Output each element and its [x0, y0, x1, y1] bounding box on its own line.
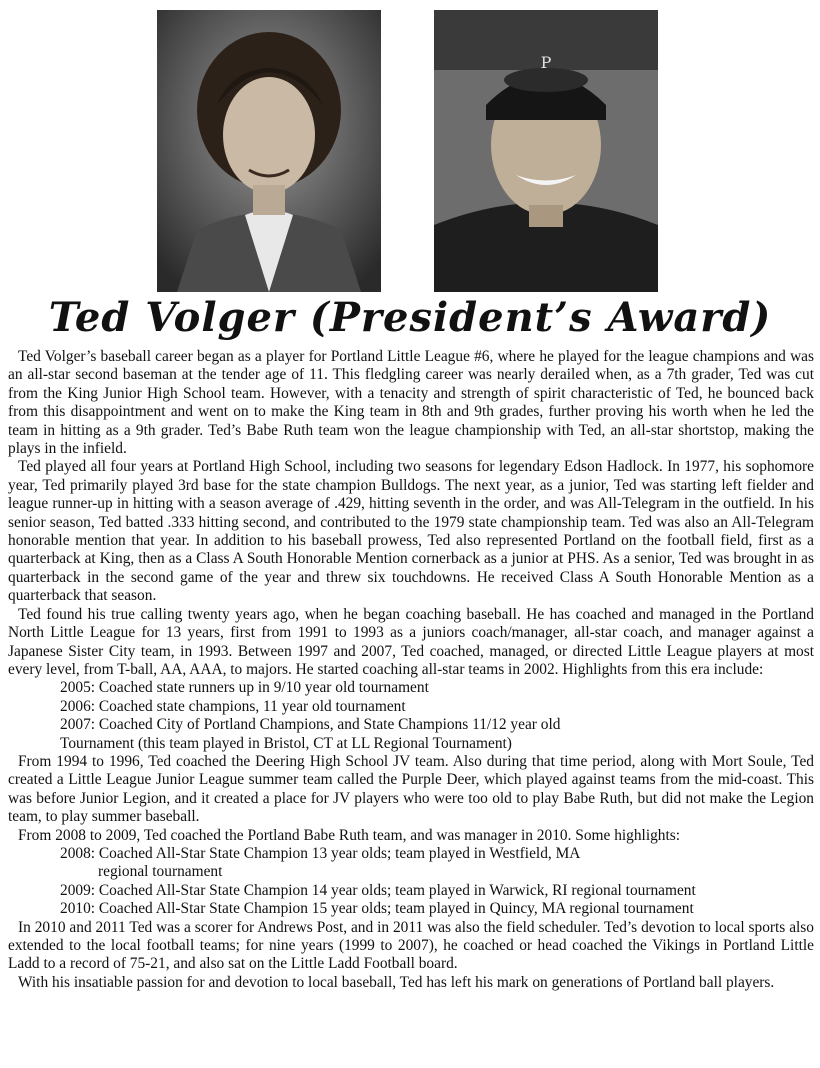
highlights-list-babe-ruth: [8, 845, 814, 919]
list-item-continuation: regional tournament: [98, 863, 223, 881]
list-item-continuation: Tournament (this team played in Bristol, CT at LL Regional Tournament): [60, 734, 512, 752]
paragraph-2: Ted played all four years at Portland High School, including two seasons for legendary Edson Hadlock. In 1977, his sophomore year, Ted primarily played 3rd base for the state champion Bulldogs. The next year, as a junior, Ted was starting left fielder and league runner-up in hitting with a season average of .429, hitting seventh in the order, and was All-Telegram in the outfield. In his senior season, Ted batted .333 hitting second, and contributed to the 1979 state championship team. Ted was also an All-Telegram honorable mention that year. In addition to his baseball prowess, Ted also represented Portland on the football field, first as a quarterback at King, then as a Class A South Honorable Mention cornerback as a junior at PHS. As a senior, Ted was brought in as quarterback in the second game of the year and threw six touchdowns. He received Class A South Honorable Mention as a quarterback that season.: [8, 458, 814, 605]
portrait-photo-adult: [434, 10, 658, 292]
list-item: 2010: Coached All-Star State Champion 15 year olds; team played in Quincy, MA regional tournament: [60, 900, 694, 918]
paragraph-7: With his insatiable passion for and devotion to local baseball, Ted has left his mark on generations of Portland ball players.: [18, 973, 775, 991]
portrait-photo-young: [157, 10, 381, 292]
paragraph-1: Ted Volger’s baseball career began as a player for Portland Little League #6, where he played for the league champions and was an all-star second baseman at the tender age of 11. This fledgling career was nearly derailed when, as a 7th grader, Ted was cut from the King Junior High School team. However, with a tenacity and strength of spirit characteristic of Ted, he bounced back from this disappointment and went on to make the King team in 8th and 9th grades, further proving his worth when he led the team in hitting as a 9th grader. Ted’s Babe Ruth team won the league championship with Ted, an all-star shortstop, making the plays in the infield.: [8, 348, 814, 458]
list-item: 2006: Coached state champions, 11 year old tournament: [60, 697, 406, 715]
list-item: 2005: Coached state runners up in 9/10 year old tournament: [60, 679, 429, 697]
svg-text:P: P: [540, 53, 552, 72]
paragraph-3: Ted found his true calling twenty years ago, when he began coaching baseball. He has coached and managed in the Portland North Little League for 13 years, first from 1991 to 1993 as a juniors coach/manager, all-star coach, and manager against a Japanese Sister City team, in 1993. Between 1997 and 2007, Ted coached, managed, or directed Little League players at most every level, from T-ball, AA, AAA, to majors. He started coaching all-star teams in 2002. Highlights from this era include:: [8, 605, 814, 678]
list-item: 2009: Coached All-Star State Champion 14 year olds; team played in Warwick, RI regional tournament: [60, 881, 696, 899]
highlights-list-little-league: [8, 679, 814, 753]
list-item: 2008: Coached All-Star State Champion 13 year olds; team played in Westfield, MA: [60, 844, 581, 862]
page-title: Ted Volger (President’s Award): [48, 294, 772, 341]
paragraph-4: From 1994 to 1996, Ted coached the Deering High School JV team. Also during that time period, along with Mort Soule, Ted created a Little League Junior League summer team called the Purple Deer, which played against teams from the mid-coast. This was before Junior Legion, and it created a place for JV players who were too old to play Babe Ruth, but did not make the Legion team, to play summer baseball.: [8, 752, 814, 826]
list-item: 2007: Coached City of Portland Champions, and State Champions 11/12 year old: [60, 716, 561, 734]
article-body: [8, 348, 814, 992]
paragraph-5: From 2008 to 2009, Ted coached the Portland Babe Ruth team, and was manager in 2010. Some highlights:: [18, 826, 681, 844]
paragraph-6: In 2010 and 2011 Ted was a scorer for Andrews Post, and in 2011 was also the field scheduler. Ted’s devotion to local sports also extended to the local football teams; for nine years (1999 to 2007), he coached or head coached the Vikings in Portland Little Ladd to a record of 75-21, and also sat on the Little Ladd Football board.: [8, 918, 814, 973]
